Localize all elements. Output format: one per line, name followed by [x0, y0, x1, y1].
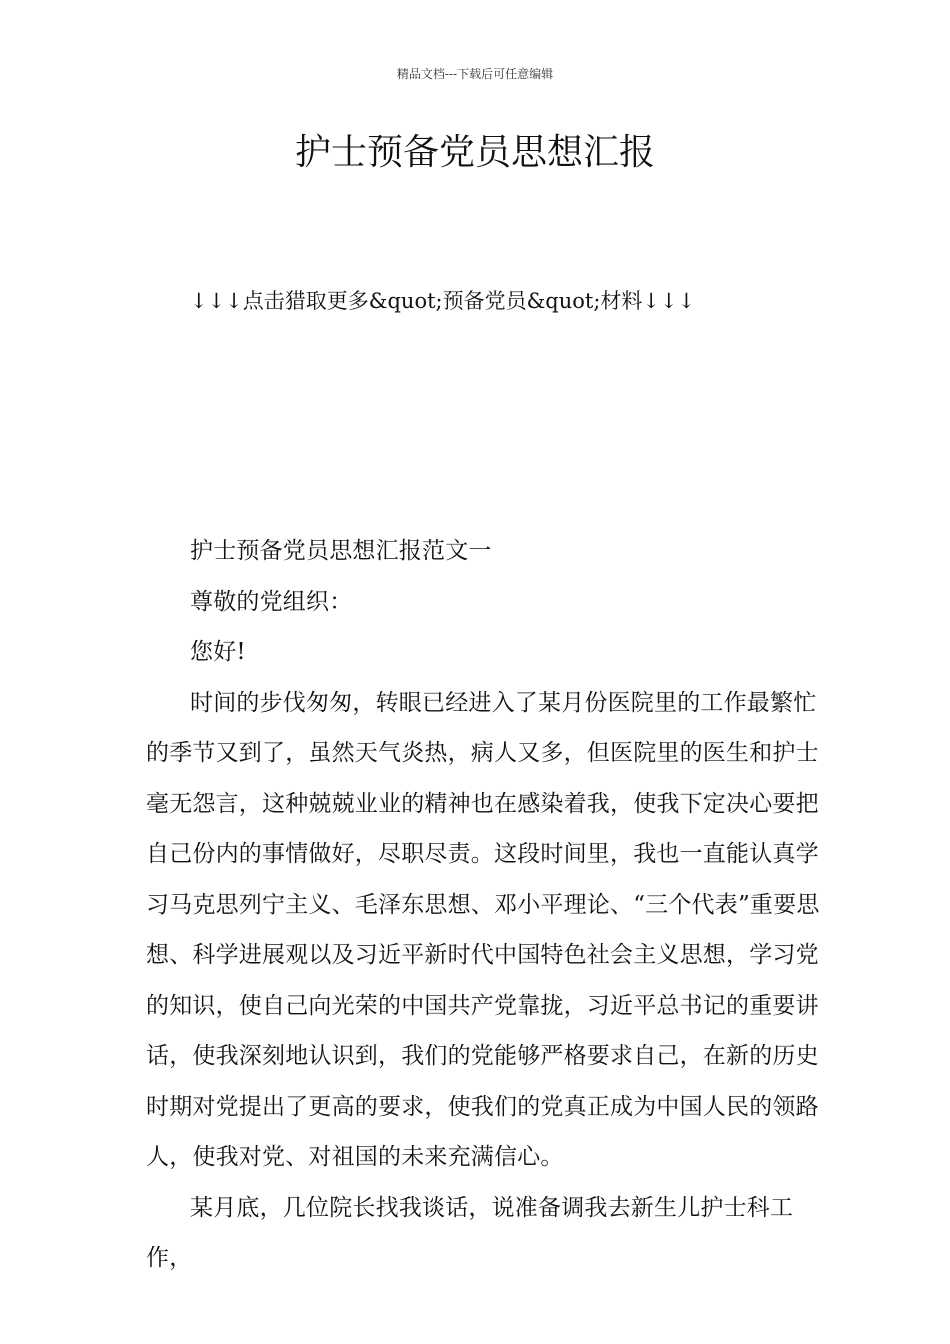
salutation: 尊敬的党组织：	[190, 588, 353, 615]
page-header-note: 精品文档---下载后可任意编辑	[396, 67, 554, 81]
greeting: 您好!	[190, 639, 246, 665]
body-paragraph-2: 某月底，几位院长找我谈话，说准备调我去新生儿护士科工作，	[146, 1194, 794, 1271]
more-materials-link[interactable]: ↓↓↓点击猎取更多&quot;预备党员&quot;材料↓↓↓	[190, 289, 696, 313]
document-title: 护士预备党员思想汇报	[294, 132, 655, 173]
body-paragraph-1: 时间的步伐匆匆，转眼已经进入了某月份医院里的工作最繁忙的季节又到了，虽然天气炎热，病人又多，但医院里的医生和护士毫无怨言，这种兢兢业业的精神也在感染着我，使我下定决心要把自己份内的事情做好，尽职尽责。这段时间里，我也一直能认真学习马克思列宁主义、毛泽东思想、邓小平理论、“三个代表”重要思想、科学进展观以及习近平新时代中国特色社会主义思想，学习党的知识，使自己向光荣的中国共产党靠拢，习近平总书记的重要讲话，使我深刻地认识到，我们的党能够严格要求自己，在新的历史时期对党提出了更高的要求，使我们的党真正成为中国人民的领路人，使我对党、对祖国的未来充满信心。	[146, 689, 820, 1170]
section-subtitle: 护士预备党员思想汇报范文一	[190, 538, 492, 564]
document-body	[146, 526, 826, 1284]
